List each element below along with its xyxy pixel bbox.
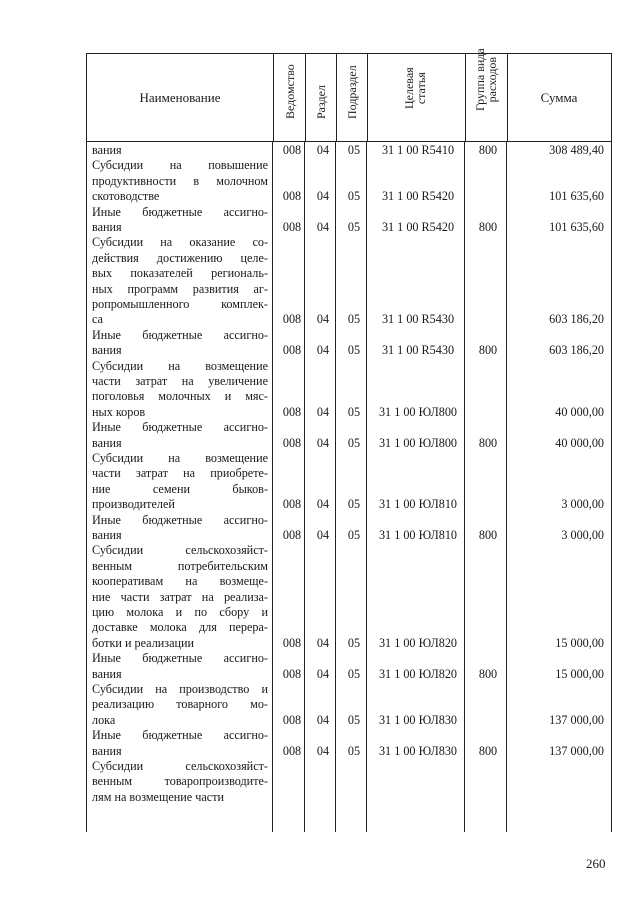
header-razdel-cell [305, 54, 336, 141]
table-header [86, 48, 612, 142]
row-gruppa: 800 [478, 666, 498, 681]
table-row [86, 359, 612, 421]
row-vedomstvo: 008 [282, 312, 302, 327]
header-summa: Сумма [540, 89, 578, 105]
header-gruppa [474, 48, 498, 111]
header-gruppa-line2: расходов [484, 56, 499, 103]
row-name-line: вых показателей региональ- [92, 266, 268, 281]
row-name-line: Субсидии на возмещение [92, 451, 268, 465]
row-name [92, 205, 268, 236]
row-celevaya: 31 1 00 R5430 [381, 312, 455, 327]
table-row [86, 728, 612, 759]
row-summa: 3 000,00 [561, 497, 604, 512]
row-podrazdel: 05 [347, 143, 361, 157]
row-name-line: вания [92, 143, 122, 157]
row-name-line: лока [92, 712, 116, 727]
header-gruppa-line1: Группа вида [472, 48, 487, 111]
row-name-line: цию молока и по сбору и [92, 605, 268, 620]
row-name [92, 359, 268, 421]
row-vedomstvo: 008 [282, 404, 302, 419]
row-razdel: 04 [316, 343, 330, 358]
table-row [86, 543, 612, 651]
row-vedomstvo: 008 [282, 435, 302, 450]
table-row [86, 328, 612, 359]
row-razdel: 04 [316, 743, 330, 758]
row-celevaya: 31 1 00 R5410 [381, 143, 455, 157]
row-name-line: действия достижению целе- [92, 250, 268, 265]
row-gruppa: 800 [478, 219, 498, 234]
row-name-line: производителей [92, 497, 175, 512]
row-razdel: 04 [316, 635, 330, 650]
row-name [92, 543, 268, 651]
row-podrazdel: 05 [347, 712, 361, 727]
row-name-line: Субсидии сельскохозяйст- [92, 759, 268, 773]
row-vedomstvo: 008 [282, 497, 302, 512]
row-celevaya: 31 1 00 ЮЛ830 [378, 712, 458, 727]
row-vedomstvo: 008 [282, 219, 302, 234]
table-row [86, 513, 612, 544]
header-celevaya [403, 67, 427, 109]
row-celevaya: 31 1 00 ЮЛ810 [378, 527, 458, 542]
row-name [92, 235, 268, 327]
header-podrazdel: Подраздел [345, 65, 359, 119]
row-name-line: Субсидии сельскохозяйст- [92, 543, 268, 558]
row-name [92, 513, 268, 544]
row-razdel: 04 [316, 497, 330, 512]
row-name-line: ных коров [92, 404, 146, 419]
row-summa: 101 635,60 [549, 219, 604, 234]
row-name-line: вания [92, 220, 122, 234]
table-row [86, 651, 612, 682]
row-celevaya: 31 1 00 ЮЛ810 [378, 497, 458, 512]
row-gruppa: 800 [478, 527, 498, 542]
page-number: 260 [586, 856, 606, 871]
row-gruppa: 800 [478, 743, 498, 758]
row-name-line: венным товаропроизводите- [92, 774, 268, 789]
row-razdel: 04 [316, 666, 330, 681]
table-row [86, 235, 612, 327]
row-name [92, 682, 268, 728]
row-podrazdel: 05 [347, 189, 361, 204]
row-name-line: ние семени быков- [92, 481, 268, 496]
row-podrazdel: 05 [347, 527, 361, 542]
row-podrazdel: 05 [347, 497, 361, 512]
row-name-line: кооперативам на возмеще- [92, 574, 268, 589]
row-name-line: Субсидии на повышение [92, 158, 268, 173]
row-name-line: вания [92, 528, 122, 542]
row-name [92, 143, 268, 158]
row-razdel: 04 [316, 435, 330, 450]
table-row [86, 759, 612, 805]
row-name [92, 451, 268, 513]
row-podrazdel: 05 [347, 404, 361, 419]
row-razdel: 04 [316, 712, 330, 727]
row-name-line: вания [92, 743, 122, 758]
row-celevaya: 31 1 00 R5430 [381, 343, 455, 358]
row-celevaya: 31 1 00 ЮЛ820 [378, 635, 458, 650]
row-name [92, 759, 268, 805]
header-vedomstvo-cell [273, 54, 305, 141]
row-summa: 101 635,60 [549, 189, 604, 204]
row-name-line: ние части затрат на реализа- [92, 589, 268, 604]
row-name-line: Иные бюджетные ассигно- [92, 512, 268, 527]
row-name [92, 728, 268, 759]
row-name-line: Субсидии на производство и [92, 682, 268, 696]
table-row [86, 143, 612, 158]
header-vedomstvo: Ведомство [282, 64, 297, 119]
row-vedomstvo: 008 [282, 189, 302, 204]
row-razdel: 04 [316, 189, 330, 204]
row-summa: 3 000,00 [561, 527, 604, 542]
row-podrazdel: 05 [347, 435, 361, 450]
row-name-line: Иные бюджетные ассигно- [92, 327, 268, 342]
row-summa: 137 000,00 [549, 712, 604, 727]
row-name-line: доставке молока для перера- [92, 620, 268, 635]
header-celevaya-line2: статья [413, 72, 428, 105]
header-name: Наименование [139, 89, 221, 105]
row-name-line: ботки и реализации [92, 635, 195, 650]
row-name-line: венным потребительским [92, 558, 268, 573]
row-summa: 40 000,00 [555, 404, 604, 419]
row-summa: 15 000,00 [555, 635, 604, 650]
row-summa: 308 489,40 [549, 143, 604, 157]
row-name-line: ропромышленного комплек- [92, 297, 268, 312]
row-name-line: лям на возмещение части [92, 789, 225, 804]
row-razdel: 04 [316, 312, 330, 327]
row-name-line: Иные бюджетные ассигно- [92, 204, 268, 219]
header-celevaya-line1: Целевая [401, 67, 416, 109]
row-name-line: части затрат на приобрете- [92, 466, 268, 481]
table-row [86, 158, 612, 204]
table-row [86, 420, 612, 451]
row-summa: 15 000,00 [555, 666, 604, 681]
row-name-line: части затрат на увеличение [92, 374, 268, 388]
row-name-line: вания [92, 343, 122, 358]
row-vedomstvo: 008 [282, 527, 302, 542]
row-podrazdel: 05 [347, 635, 361, 650]
row-gruppa: 800 [478, 143, 498, 157]
row-name-line: продуктивности в молочном [92, 173, 268, 188]
row-vedomstvo: 008 [282, 635, 302, 650]
row-razdel: 04 [316, 404, 330, 419]
header-gruppa-cell [465, 48, 507, 141]
row-name [92, 158, 268, 204]
row-summa: 137 000,00 [549, 743, 604, 758]
row-name [92, 651, 268, 682]
row-gruppa: 800 [478, 343, 498, 358]
row-summa: 603 186,20 [549, 312, 604, 327]
row-celevaya: 31 1 00 ЮЛ830 [378, 743, 458, 758]
row-vedomstvo: 008 [282, 143, 302, 157]
row-podrazdel: 05 [347, 312, 361, 327]
row-name-line: Иные бюджетные ассигно- [92, 420, 268, 435]
row-name [92, 420, 268, 451]
row-vedomstvo: 008 [282, 343, 302, 358]
row-name-line: вания [92, 435, 122, 450]
row-razdel: 04 [316, 143, 330, 157]
row-name-line: ных программ развития аг- [92, 281, 268, 296]
row-celevaya: 31 1 00 R5420 [381, 189, 455, 204]
row-name-line: Субсидии на возмещение [92, 358, 268, 373]
row-name-line: Иные бюджетные ассигно- [92, 651, 268, 666]
row-summa: 603 186,20 [549, 343, 604, 358]
table-row [86, 682, 612, 728]
row-vedomstvo: 008 [282, 712, 302, 727]
header-razdel: Раздел [314, 85, 328, 119]
row-name-line: скотоводстве [92, 189, 160, 204]
row-podrazdel: 05 [347, 743, 361, 758]
row-celevaya: 31 1 00 R5420 [381, 219, 455, 234]
row-podrazdel: 05 [347, 219, 361, 234]
table-row [86, 451, 612, 513]
row-celevaya: 31 1 00 ЮЛ800 [378, 404, 458, 419]
row-summa: 40 000,00 [555, 435, 604, 450]
row-vedomstvo: 008 [282, 666, 302, 681]
header-podrazdel-cell [336, 54, 367, 141]
row-gruppa: 800 [478, 435, 498, 450]
row-name-line: са [92, 312, 103, 327]
header-celevaya-cell [367, 54, 465, 141]
table-row [86, 205, 612, 236]
row-name-line: Субсидии на оказание со- [92, 235, 268, 250]
row-name [92, 328, 268, 359]
row-podrazdel: 05 [347, 343, 361, 358]
row-name-line: реализацию товарного мо- [92, 697, 268, 712]
row-name-line: вания [92, 666, 122, 681]
row-celevaya: 31 1 00 ЮЛ800 [378, 435, 458, 450]
row-razdel: 04 [316, 219, 330, 234]
row-podrazdel: 05 [347, 666, 361, 681]
row-razdel: 04 [316, 527, 330, 542]
row-celevaya: 31 1 00 ЮЛ820 [378, 666, 458, 681]
row-name-line: поголовья молочных и мяс- [92, 389, 268, 404]
row-vedomstvo: 008 [282, 743, 302, 758]
row-name-line: Иные бюджетные ассигно- [92, 728, 268, 743]
